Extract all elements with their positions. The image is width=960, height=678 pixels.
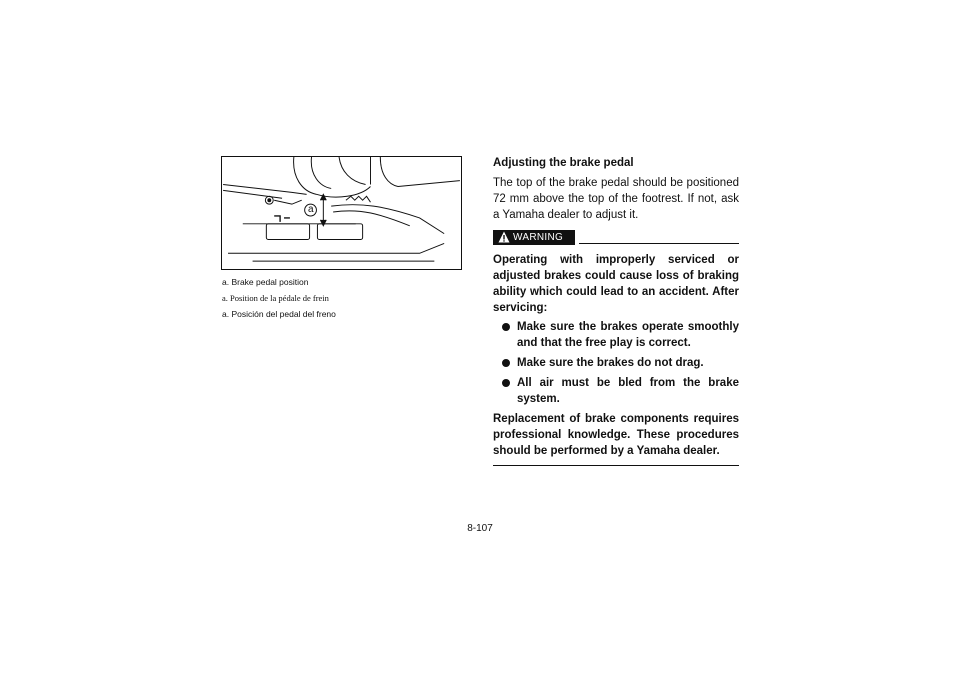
warning-header [493, 230, 739, 246]
list-item [493, 375, 739, 407]
warning-label: WARNING [513, 232, 564, 243]
page-number: 8-107 [467, 523, 493, 534]
bullet-text: Make sure the brakes do not drag. [517, 357, 704, 369]
warning-badge [493, 230, 575, 245]
bullet-icon [502, 379, 510, 387]
caption-french: a. Position de la pédale de frein [222, 293, 329, 303]
warning-intro: Operating with improperly serviced or adjusted brakes could cause loss of braking ability which could lead to an accident. After servicing: [493, 254, 739, 314]
brake-pedal-drawing [222, 157, 461, 269]
bullet-text: All air must be bled from the brake system. [517, 377, 739, 405]
bullet-text: Make sure the brakes operate smoothly and that the free play is correct. [517, 321, 739, 349]
section-body: The top of the brake pedal should be positioned 72 mm above the top of the footrest. If not, ask a Yamaha dealer to adjust it. [493, 177, 739, 221]
list-item [493, 319, 739, 351]
bullet-icon [502, 323, 510, 331]
warning-top-rule [579, 243, 739, 244]
figure-captions [222, 277, 472, 325]
list-item [493, 355, 739, 371]
warning-bullets [493, 319, 739, 407]
warning-bottom-rule [493, 465, 739, 466]
section-heading: Adjusting the brake pedal [493, 157, 634, 169]
brake-pedal-illustration [221, 156, 462, 270]
caption-spanish: a. Posición del pedal del freno [222, 309, 336, 319]
warning-triangle-icon [498, 231, 510, 243]
warning-closing: Replacement of brake components requires professional knowledge. These procedures should be performed by a Yamaha dealer. [493, 413, 739, 457]
figure-label-a: a [308, 204, 314, 215]
bullet-icon [502, 359, 510, 367]
main-text-column [493, 155, 739, 466]
caption-english: a. Brake pedal position [222, 277, 309, 287]
